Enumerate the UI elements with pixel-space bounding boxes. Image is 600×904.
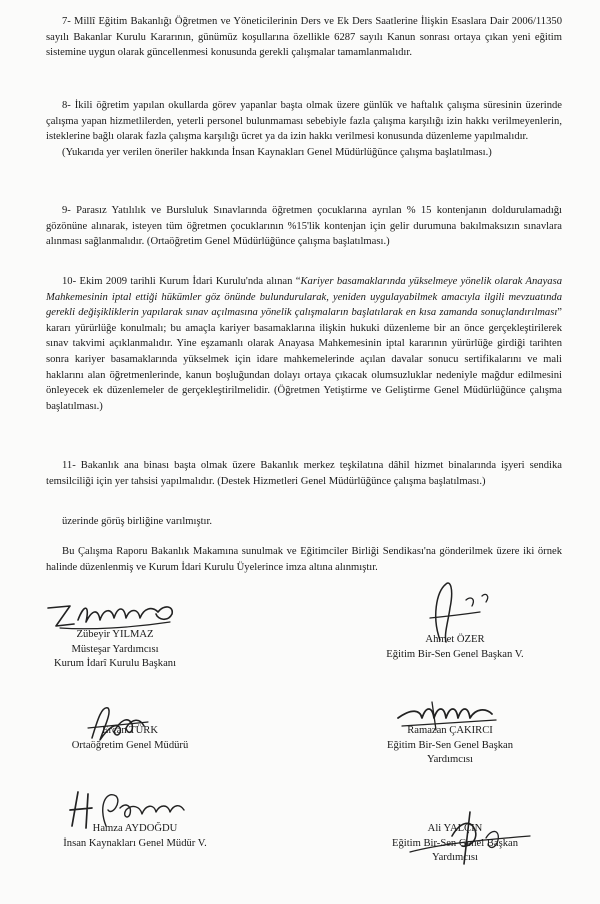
signatory-title: Eğitim Bir-Sen Genel Başkan V.: [386, 648, 524, 660]
paragraph-8-text: 8- İkili öğretim yapılan okullarda görev yapanlar başta olmak üzere günlük ve haftalık çalışma süresinin üzerinde çalışma yapan hizmetlilerden, yeterli personel bulunmaması sebebiyle fazla çalışma karşılığı izin hakkı verilmeyenlerin, isteklerine bağlı olarak fazla çalışma karşılığı ücret ya da izin hakkı verilmesi konusunda düzenleme yapılmalıdır.: [46, 100, 562, 143]
signatory-title-line-2: Yardımcısı: [426, 754, 473, 765]
paragraph-8-note: (Yukarıda yer verilen öneriler hakkında İnsan Kaynakları Genel Müdürlüğünce çalışma başlatılması.): [62, 146, 492, 158]
signatory-title: Ortaöğretim Genel Müdürü: [71, 739, 189, 751]
paragraph-10-quoted-decision: Kariyer basamaklarında yükselmeye yönelik olarak Anayasa Mahkemesinin iptal ettiği hükümler göz önünde bulundurularak, yeniden uygulayabilmek amacıyla ilgili mevzuatında gerekli değişikliklerin yapılarak sınav açılmasına yönelik çalışmaların başlatılarak en kısa zamanda sonuçlandırılması: [46, 276, 562, 319]
closing-text: Bu Çalışma Raporu Bakanlık Makamına sunulmak ve Eğitimciler Birliği Sendikası'na gönderilmek üzere iki örnek halinde düzenlenmiş ve Kurum İdari Kurulu Üyelerince imza altına alınmıştır.: [46, 546, 562, 573]
paragraph-10: [46, 274, 562, 414]
signatory-block-4: [355, 724, 545, 768]
paragraph-11: [46, 458, 562, 489]
signatory-name: Ahmet ÖZER: [425, 634, 485, 645]
paragraph-7-text: 7- Millî Eğitim Bakanlığı Öğretmen ve Yöneticilerinin Ders ve Ek Ders Saatlerine İlişkin Esaslara Dair 2006/11350 sayılı Bakanlar Kurulu Kararının, günümüz koşullarına özellikle 6287 sayılı Kanun sonrası ortaya çıkan yeni eğitim sistemine uygun olarak güncellenmesi konusunda gerekli çalışmalar tamamlanmalıdır.: [46, 16, 562, 59]
paragraph-9-text: 9- Parasız Yatılılık ve Bursluluk Sınavlarında öğretmen çocuklarına ayrılan % 15 kontenjanın doldurulamadığı gözönüne alınarak, isteyen tüm öğretmen çocuklarının %15'lik kontenjan için gelir durumuna bakılmaksızın sınavlara alınması sağlanmalıdır. (Ortaöğretim Genel Müdürlüğünce çalışma başlatılması.): [46, 205, 562, 248]
signatory-name: Ali YALÇIN: [427, 823, 483, 834]
signatory-block-6: [365, 822, 545, 866]
signatory-title: İnsan Kaynakları Genel Müdür V.: [63, 837, 207, 849]
signatory-title-line-2: Kurum İdarî Kurulu Başkanı: [53, 658, 177, 669]
signatory-title: Eğitim Bir-Sen Genel Başkan: [386, 739, 513, 751]
signatory-block-5: [40, 822, 230, 851]
signatory-title: Müsteşar Yardımcısı: [71, 643, 159, 655]
closing-paragraph: [46, 544, 562, 575]
paragraph-11-text: 11- Bakanlık ana binası başta olmak üzere Bakanlık merkez teşkilatına dâhil hizmet binalarında işyeri sendika temsilciliği için yer tahsisi yapılmalıdır. (Destek Hizmetleri Genel Müdürlüğünce çalışma başlatılması.): [46, 460, 562, 487]
signatory-title-line-2: Yardımcısı: [431, 852, 478, 863]
signatory-name: Ercan TÜRK: [102, 725, 158, 736]
agreement-text: üzerinde görüş birliğine varılmıştır.: [62, 516, 213, 527]
signatory-block-2: [365, 633, 545, 662]
paragraph-7: [46, 14, 562, 61]
paragraph-8: [46, 98, 562, 160]
paragraph-10-end: ” kararı yürürlüğe konulmalı; bu amaçla kariyer basamaklarına ilişkin hukuki düzenleme bir an önce gerçekleştirilerek sınav takvimi açıklanmalıdır. Yine eşzamanlı olarak Anayasa Mahkemesinin iptal kararının yürürlüğe girdiği tarihten sonra kariyer basamaklarında yükselmek için idare mahkemelerinde açılan davalar sonucu sertifikalarını ve mali haklarını alan öğretmenlerinde, kanun boşluğundan dolayı ortaya çıkacak olumsuzluklar nedeniyle mağdur edilmesini önleyecek ek düzenlemeler de gerçekleştirilmelidir. (Öğretmen Yetiştirme ve Geliştirme Genel Müdürlüğünce çalışma başlatılması.): [46, 307, 562, 412]
signatory-title: Eğitim Bir-Sen Genel Başkan: [391, 837, 518, 849]
signatory-block-3: [50, 724, 210, 753]
paragraph-10-start: 10- Ekim 2009 tarihli Kurum İdari Kurulu'nda alınan “: [62, 276, 301, 287]
signatory-name: Hamza AYDOĞDU: [92, 823, 178, 834]
paragraph-9: [46, 203, 562, 250]
signatory-name: Zübeyir YILMAZ: [76, 629, 154, 640]
agreement-line: [46, 514, 562, 530]
signatory-name: Ramazan ÇAKIRCI: [407, 725, 493, 736]
signatory-block-1: [30, 628, 200, 672]
